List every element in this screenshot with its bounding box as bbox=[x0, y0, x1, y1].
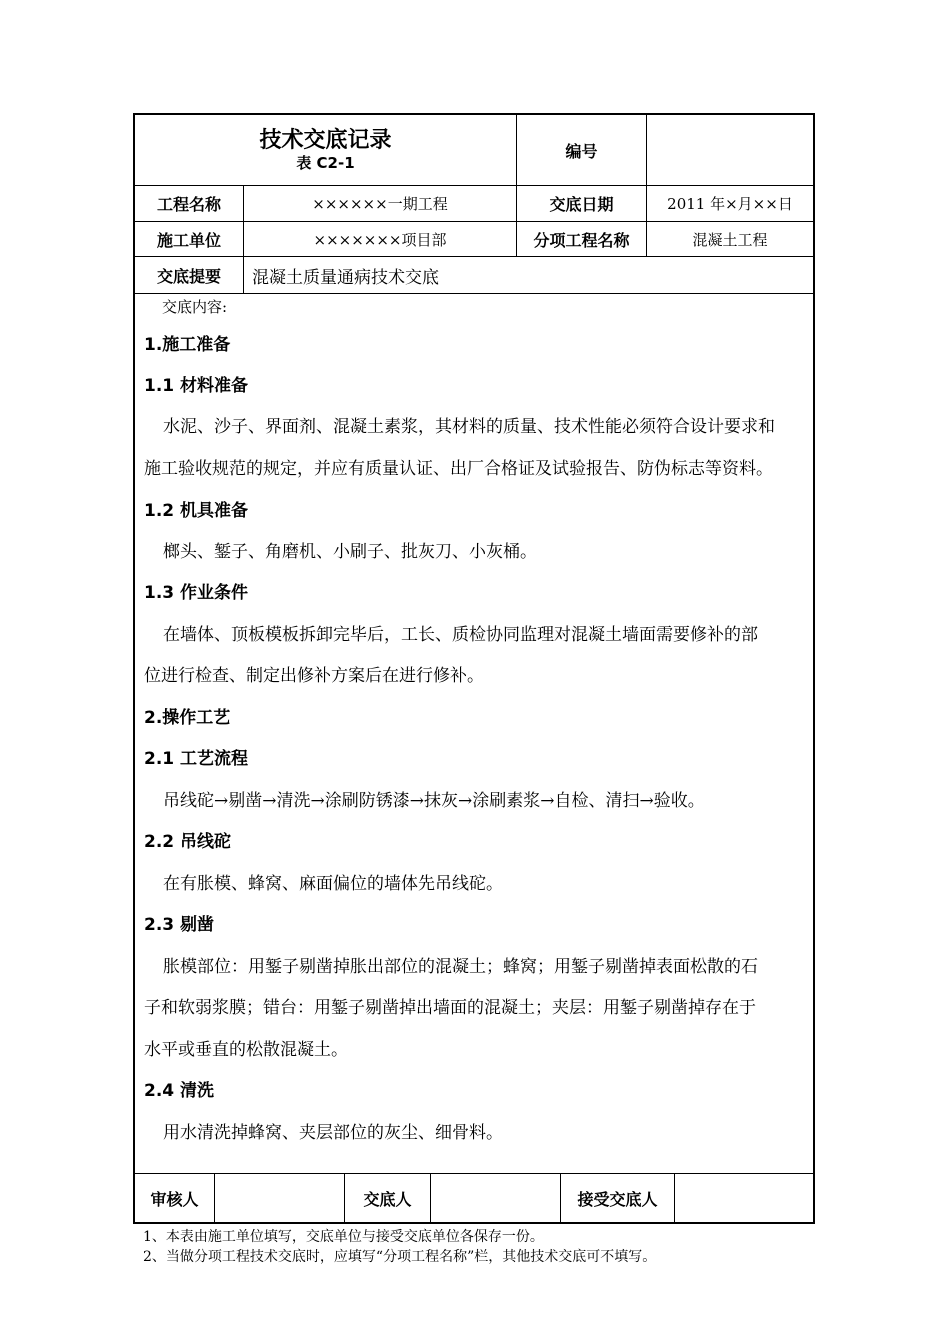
paragraph-line: 在墙体、顶板模板拆卸完毕后，工长、质检协同监理对混凝土墙面需要修补的部 bbox=[163, 625, 758, 645]
section-heading: 2.3 剔凿 bbox=[144, 915, 215, 935]
paragraph-line: 施工验收规范的规定，并应有质量认证、出厂合格证及试验报告、防伪标志等资料。 bbox=[144, 459, 773, 479]
reviewer-signature bbox=[215, 1174, 344, 1222]
page-title: 技术交底记录 bbox=[259, 128, 392, 153]
number-label: 编号 bbox=[565, 141, 598, 161]
footnote: 1、本表由施工单位填写，交底单位与接受交底单位各保存一份。 bbox=[143, 1229, 544, 1245]
paragraph-line: 吊线砣→剔凿→清洗→涂刷防锈漆→抹灰→涂刷素浆→自检、清扫→验收。 bbox=[163, 791, 705, 811]
reviewer-label: 审核人 bbox=[150, 1189, 199, 1209]
form-code: 表 C2-1 bbox=[296, 154, 355, 172]
section-heading: 2.1 工艺流程 bbox=[144, 749, 249, 769]
paragraph-line: 位进行检查、制定出修补方案后在进行修补。 bbox=[144, 666, 484, 686]
section-heading: 1.1 材料准备 bbox=[144, 376, 249, 396]
section-heading: 2.操作工艺 bbox=[144, 708, 231, 728]
receiver-signature bbox=[675, 1174, 813, 1222]
paragraph-line: 在有胀模、蜂窝、麻面偏位的墙体先吊线砣。 bbox=[163, 874, 503, 894]
project-name-label: 工程名称 bbox=[156, 195, 221, 214]
paragraph-line: 水平或垂直的松散混凝土。 bbox=[144, 1040, 348, 1060]
paragraph-line: 水泥、沙子、界面剂、混凝土素浆，其材料的质量、技术性能必须符合设计要求和 bbox=[163, 417, 775, 437]
date-label: 交底日期 bbox=[549, 195, 614, 214]
unit-label: 施工单位 bbox=[156, 230, 221, 250]
discloser-label: 交底人 bbox=[363, 1189, 412, 1209]
subproject-value: 混凝土工程 bbox=[692, 230, 768, 249]
row-divider bbox=[134, 293, 814, 294]
project-name-value: ××××××一期工程 bbox=[312, 195, 448, 213]
summary-label: 交底提要 bbox=[156, 266, 221, 286]
paragraph-line: 用水清洗掉蜂窝、夹层部位的灰尘、细骨料。 bbox=[163, 1123, 503, 1143]
paragraph-line: 胀模部位：用錾子剔凿掉胀出部位的混凝土；蜂窝；用錾子剔凿掉表面松散的石 bbox=[163, 957, 758, 977]
paragraph-line: 榔头、錾子、角磨机、小刷子、批灰刀、小灰桶。 bbox=[163, 542, 537, 562]
receiver-label: 接受交底人 bbox=[577, 1189, 658, 1209]
date-value: 2011 年×月××日 bbox=[667, 195, 793, 213]
unit-value: ×××××××项目部 bbox=[313, 230, 447, 249]
discloser-signature bbox=[431, 1174, 560, 1222]
paragraph-line: 子和软弱浆膜；错台：用錾子剔凿掉出墙面的混凝土；夹层：用錾子剔凿掉存在于 bbox=[144, 998, 756, 1018]
section-heading: 1.2 机具准备 bbox=[144, 501, 249, 521]
footnote: 2、当做分项工程技术交底时，应填写“分项工程名称”栏，其他技术交底可不填写。 bbox=[143, 1249, 657, 1265]
section-heading: 1.施工准备 bbox=[144, 335, 231, 355]
content-intro: 交底内容: bbox=[162, 298, 228, 316]
summary-value: 混凝土质量通病技术交底 bbox=[252, 267, 439, 288]
section-heading: 2.2 吊线砣 bbox=[144, 832, 232, 852]
subproject-label: 分项工程名称 bbox=[533, 230, 630, 250]
section-heading: 2.4 清洗 bbox=[144, 1081, 215, 1101]
number-value bbox=[647, 115, 813, 185]
header-title-cell bbox=[135, 115, 516, 185]
section-heading: 1.3 作业条件 bbox=[144, 583, 249, 603]
